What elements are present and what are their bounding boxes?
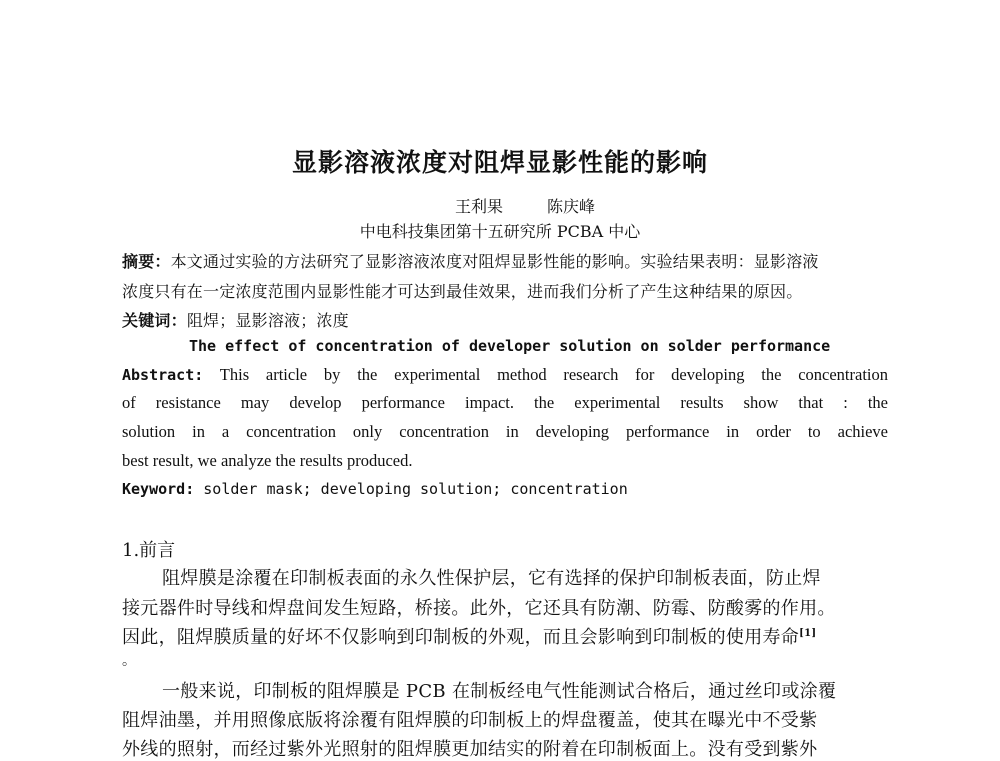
abstract-en-line-2: of resistance may develop performance impact. the experimental results show that : the <box>122 393 888 412</box>
abstract-en-label: Abstract: <box>122 366 204 384</box>
author-1: 王利果 <box>455 197 504 216</box>
keywords-cn <box>122 308 349 331</box>
abstract-cn-label: 摘要： <box>122 252 171 271</box>
keywords-en <box>122 479 628 498</box>
keywords-cn-label: 关键词： <box>122 311 187 330</box>
paragraph2-line-1: 一般来说，印制板的阻焊膜是 PCB 在制板经电气性能测试合格后，通过丝印或涂覆 <box>162 681 837 702</box>
author-2: 陈庆峰 <box>547 197 596 216</box>
abstract-en-line-3: solution in a concentration only concentration in developing performance in order to achieve <box>122 422 888 441</box>
keywords-en-label: Keyword: <box>122 480 195 498</box>
paragraph1-line-3: 因此，阻焊膜质量的好坏不仅影响到印制板的外观，而且会影响到印制板的使用寿命[1] <box>122 627 817 648</box>
abstract-cn-line-1: 摘要：本文通过实验的方法研究了显影溶液浓度对阻焊显影性能的影响。实验结果表明：显影溶液 <box>122 252 819 271</box>
reference-1: [1] <box>799 628 817 639</box>
abstract-cn-line-2: 浓度只有在一定浓度范围内显影性能才可达到最佳效果，进而我们分析了产生这种结果的原因。 <box>122 282 803 301</box>
paragraph2-line-3: 外线的照射，而经过紫外光照射的阻焊膜更加结实的附着在印制板面上。没有受到紫外 <box>122 739 818 760</box>
keywords-cn-value: 阻焊；显影溶液；浓度 <box>186 311 349 330</box>
paragraph2-line-2: 阻焊油墨，并用照像底版将涂覆有阻焊膜的印制板上的焊盘覆盖，使其在曝光中不受紫 <box>122 710 818 731</box>
section-heading: 1.前言 <box>122 540 176 561</box>
abstract-en-line-1: Abstract: This article by the experimental method research for developing the concentration <box>122 365 888 384</box>
abstract-en-line-4: best result, we analyze the results produced. <box>122 451 413 470</box>
keywords-en-value: solder mask; developing solution; concentration <box>194 480 628 498</box>
paragraph1-line-4: 。 <box>122 653 137 669</box>
paragraph1-line-2: 接元器件时导线和焊盘间发生短路，桥接。此外，它还具有防潮、防霉、防酸雾的作用。 <box>122 598 836 619</box>
affiliation: 中电科技集团第十五研究所 PCBA 中心 <box>359 222 641 241</box>
english-title: The effect of concentration of developer solution on solder performance <box>189 337 831 355</box>
authors <box>455 194 595 217</box>
paragraph1-line-1: 阻焊膜是涂覆在印制板表面的永久性保护层，它有选择的保护印制板表面，防止焊 <box>162 568 821 589</box>
paper-title: 显影溶液浓度对阻焊显影性能的影响 <box>291 148 708 177</box>
